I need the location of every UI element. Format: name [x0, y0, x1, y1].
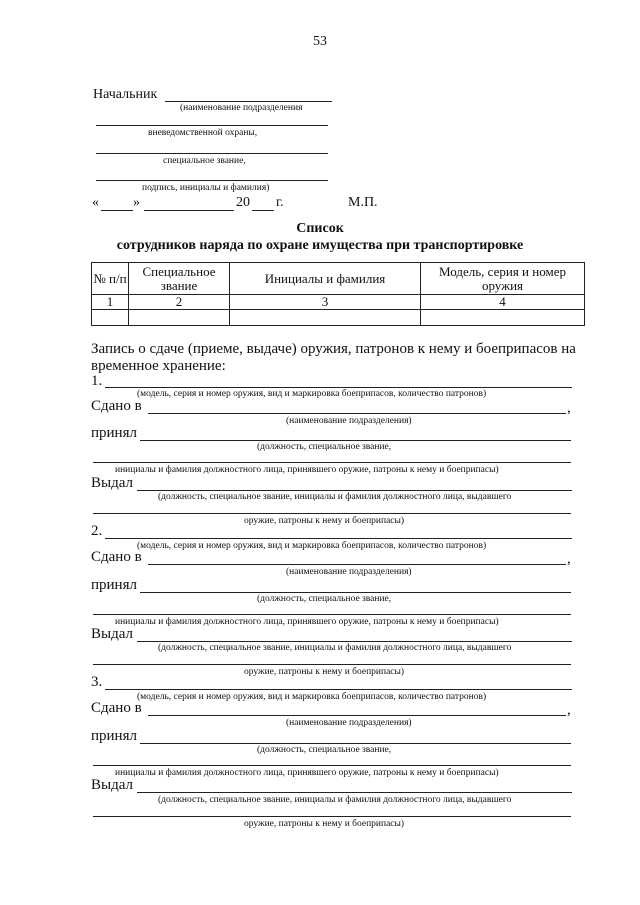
- handed-in-label: Сдано в: [91, 549, 142, 565]
- date-year-prefix: 20: [236, 195, 250, 210]
- handed-in-line: [148, 715, 566, 716]
- date-close-quote: »: [133, 195, 140, 210]
- col-header-name: Инициалы и фамилия: [230, 263, 421, 295]
- col-num-4: 4: [421, 295, 585, 310]
- issuer-caption-2: оружие, патроны к нему и боеприпасы): [244, 516, 405, 526]
- receiver-caption: инициалы и фамилия должностного лица, принявшего оружие, патроны к нему и боеприпасы): [115, 465, 499, 475]
- issuer-line: [93, 664, 571, 665]
- position-caption: (должность, специальное звание,: [257, 745, 392, 755]
- unit-caption: (наименование подразделения): [286, 567, 412, 577]
- issued-line: [137, 792, 572, 793]
- chief-label: Начальник: [93, 87, 158, 102]
- col-header-num: № п/п: [92, 263, 129, 295]
- issuer-caption: (должность, специальное звание, инициалы и фамилия должностного лица, выдавшего: [158, 492, 512, 502]
- table-row: [92, 310, 585, 326]
- record-number: 3.: [91, 674, 103, 690]
- document-subtitle: сотрудников наряда по охране имущества при транспортировке: [116, 238, 524, 253]
- unit-caption: (наименование подразделения): [286, 416, 412, 426]
- receiver-caption: инициалы и фамилия должностного лица, принявшего оружие, патроны к нему и боеприпасы): [115, 768, 499, 778]
- model-line: [105, 689, 572, 690]
- stamp-mark: М.П.: [348, 195, 378, 210]
- col-num-1: 1: [92, 295, 129, 310]
- issued-label: Выдал: [91, 626, 133, 642]
- date-day-line: [101, 210, 133, 211]
- model-caption: (модель, серия и номер оружия, вид и маркировка боеприпасов, количество патронов): [137, 389, 487, 399]
- handed-in-line: [148, 413, 566, 414]
- issuer-caption: (должность, специальное звание, инициалы и фамилия должностного лица, выдавшего: [158, 643, 512, 653]
- receiver-caption: инициалы и фамилия должностного лица, принявшего оружие, патроны к нему и боеприпасы): [115, 617, 499, 627]
- rank-caption: специальное звание,: [163, 156, 246, 166]
- chief-line: [165, 101, 332, 102]
- rank-line: [96, 153, 328, 154]
- received-line: [140, 743, 571, 744]
- handed-in-label: Сдано в: [91, 700, 142, 716]
- issuer-caption: (должность, специальное звание, инициалы и фамилия должностного лица, выдавшего: [158, 795, 512, 805]
- comma: ,: [567, 551, 571, 567]
- record-intro: Запись о сдаче (приеме, выдаче) оружия, патронов к нему и боеприпасов на временное хранение:: [91, 341, 576, 374]
- issued-line: [137, 490, 572, 491]
- position-caption: (должность, специальное звание,: [257, 442, 392, 452]
- date-month-line: [144, 210, 234, 211]
- handed-in-line: [148, 564, 566, 565]
- issuer-caption-2: оружие, патроны к нему и боеприпасы): [244, 667, 405, 677]
- received-label: принял: [91, 425, 137, 441]
- signature-line: [96, 180, 328, 181]
- col-num-2: 2: [129, 295, 230, 310]
- security-caption: вневедомственной охраны,: [148, 128, 258, 138]
- issued-line: [137, 641, 572, 642]
- receiver-line: [93, 765, 571, 766]
- date-g: г.: [276, 195, 284, 210]
- date-year-line: [252, 210, 274, 211]
- issuer-line: [93, 513, 571, 514]
- comma: ,: [567, 702, 571, 718]
- issued-label: Выдал: [91, 475, 133, 491]
- table-number-row: [92, 295, 585, 310]
- handed-in-label: Сдано в: [91, 398, 142, 414]
- issued-label: Выдал: [91, 777, 133, 793]
- model-line: [105, 387, 572, 388]
- unit-caption: (наименование подразделения): [286, 718, 412, 728]
- page-number: 53: [313, 34, 327, 49]
- position-caption: (должность, специальное звание,: [257, 594, 392, 604]
- col-num-3: 3: [230, 295, 421, 310]
- comma: ,: [567, 400, 571, 416]
- col-header-rank: Специальное звание: [129, 263, 230, 295]
- received-line: [140, 592, 571, 593]
- receiver-line: [93, 462, 571, 463]
- signature-caption: подпись, инициалы и фамилия): [142, 183, 270, 193]
- record-number: 2.: [91, 523, 103, 539]
- received-label: принял: [91, 577, 137, 593]
- model-caption: (модель, серия и номер оружия, вид и маркировка боеприпасов, количество патронов): [137, 541, 487, 551]
- issuer-line: [93, 816, 571, 817]
- security-line: [96, 125, 328, 126]
- model-line: [105, 538, 572, 539]
- staff-table: [91, 262, 585, 326]
- received-line: [140, 440, 571, 441]
- receiver-line: [93, 614, 571, 615]
- date-open-quote: «: [92, 195, 99, 210]
- received-label: принял: [91, 728, 137, 744]
- model-caption: (модель, серия и номер оружия, вид и маркировка боеприпасов, количество патронов): [137, 692, 487, 702]
- unit-caption: (наименование подразделения: [180, 103, 303, 113]
- table-header-row: [92, 263, 585, 295]
- issuer-caption-2: оружие, патроны к нему и боеприпасы): [244, 819, 405, 829]
- record-number: 1.: [91, 373, 103, 389]
- col-header-weapon: Модель, серия и номер оружия: [421, 263, 585, 295]
- document-title: Список: [296, 221, 344, 236]
